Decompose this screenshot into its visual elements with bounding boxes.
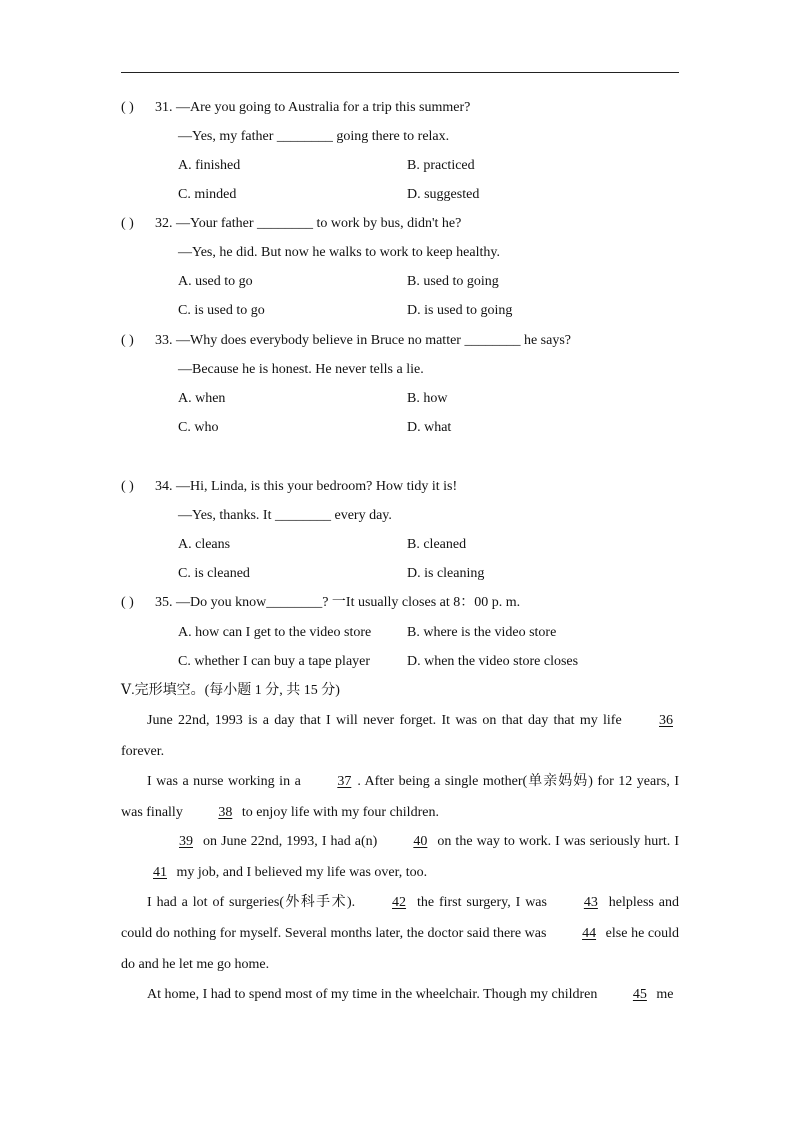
passage-paragraph-2 <box>121 766 679 828</box>
question-reply: —Yes, he did. But now he walks to work to keep healthy. <box>178 245 500 260</box>
option-b[interactable]: B. where is the video store <box>407 625 557 640</box>
header-rule <box>121 72 679 73</box>
blank-45[interactable]: 45 <box>632 987 647 1002</box>
option-a[interactable]: A. cleans <box>178 537 231 552</box>
passage-text: me <box>652 987 674 1002</box>
passage-paragraph-4 <box>121 887 679 980</box>
blank-44[interactable]: 44 <box>582 926 597 941</box>
blank-39[interactable]: 39 <box>179 834 193 849</box>
passage-text: to enjoy life with my four children. <box>238 805 439 820</box>
question-reply: —Yes, my father ________ going there to relax. <box>178 129 450 144</box>
option-b[interactable]: B. used to going <box>407 274 499 289</box>
passage-text: forever. <box>121 744 165 759</box>
answer-paren[interactable]: ( ) <box>121 595 134 610</box>
answer-paren[interactable]: ( ) <box>121 479 134 494</box>
option-b[interactable]: B. cleaned <box>407 537 467 552</box>
passage-text: I had a lot of surgeries(外科手术). <box>147 895 361 910</box>
blank-37[interactable]: 37 <box>337 774 352 789</box>
option-b[interactable]: B. how <box>407 391 448 406</box>
option-c[interactable]: C. is used to go <box>178 303 265 318</box>
blank-41[interactable]: 41 <box>153 865 167 880</box>
passage-text: on the way to work. I was seriously hurt. I <box>433 834 679 849</box>
passage-text: helpless and could do nothing for myself. Several months later, the doctor said there was <box>121 895 679 941</box>
option-a[interactable]: A. how can I get to the video store <box>178 625 372 640</box>
option-a[interactable]: A. used to go <box>178 274 253 289</box>
passage-text: June 22nd, 1993 is a day that I will never forget. It was on that day that my life <box>147 713 627 728</box>
option-a[interactable]: A. finished <box>178 158 241 173</box>
question-stem: 32. —Your father ________ to work by bus, didn't he? <box>155 216 462 231</box>
passage-text: the first surgery, I was <box>412 895 552 910</box>
passage-text: . After being a single mother(单亲妈妈) for 12 years, I was finally <box>121 774 679 820</box>
passage-text: my job, and I believed my life was over, too. <box>173 865 428 880</box>
passage-paragraph-3 <box>121 826 679 888</box>
blank-36[interactable]: 36 <box>659 713 673 728</box>
question-stem: 34. —Hi, Linda, is this your bedroom? How tidy it is! <box>155 479 458 494</box>
option-d[interactable]: D. is cleaning <box>407 566 485 581</box>
blank-40[interactable]: 40 <box>413 834 428 849</box>
option-d[interactable]: D. when the video store closes <box>407 654 579 669</box>
answer-paren[interactable]: ( ) <box>121 100 134 115</box>
option-c[interactable]: C. who <box>178 420 219 435</box>
passage-text: on June 22nd, 1993, I had a(n) <box>199 834 382 849</box>
question-stem: 35. —Do you know________? 一It usually closes at 8：00 p. m. <box>155 595 521 610</box>
option-d[interactable]: D. what <box>407 420 452 435</box>
passage-paragraph-1 <box>121 705 679 767</box>
passage-text: At home, I had to spend most of my time in the wheelchair. Though my children <box>147 987 601 1002</box>
option-c[interactable]: C. minded <box>178 187 237 202</box>
answer-paren[interactable]: ( ) <box>121 216 134 231</box>
option-a[interactable]: A. when <box>178 391 226 406</box>
option-c[interactable]: C. whether I can buy a tape player <box>178 654 371 669</box>
option-b[interactable]: B. practiced <box>407 158 475 173</box>
passage-paragraph-5 <box>121 979 679 1010</box>
option-d[interactable]: D. suggested <box>407 187 480 202</box>
passage-text: else he could do and he let me go home. <box>121 926 680 972</box>
question-reply: —Because he is honest. He never tells a lie. <box>178 362 424 377</box>
question-stem: 33. —Why does everybody believe in Bruce no matter ________ he says? <box>155 333 572 348</box>
question-reply: —Yes, thanks. It ________ every day. <box>178 508 392 523</box>
option-c[interactable]: C. is cleaned <box>178 566 250 581</box>
blank-43[interactable]: 43 <box>583 895 598 910</box>
answer-paren[interactable]: ( ) <box>121 333 134 348</box>
question-stem: 31. —Are you going to Australia for a trip this summer? <box>155 100 471 115</box>
blank-38[interactable]: 38 <box>218 805 233 820</box>
passage-text: I was a nurse working in a <box>147 774 306 789</box>
blank-42[interactable]: 42 <box>392 895 407 910</box>
section-title: Ⅴ.完形填空。(每小题 1 分, 共 15 分) <box>121 683 340 698</box>
option-d[interactable]: D. is used to going <box>407 303 513 318</box>
